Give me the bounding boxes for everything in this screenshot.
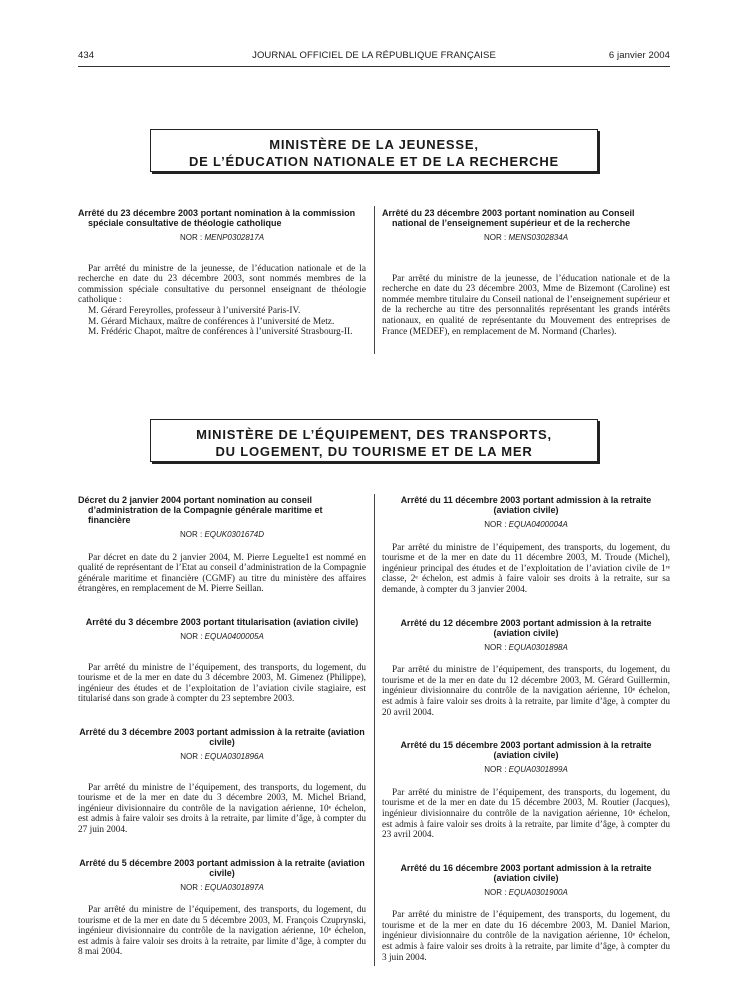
nor-reference [78, 530, 366, 541]
nor-reference [382, 643, 670, 654]
article-title: Décret du 2 janvier 2004 portant nomination au conseil d’administration de la Compagnie générale maritime et financière [78, 495, 323, 525]
nor-reference [78, 632, 366, 643]
page-number: 434 [78, 50, 95, 61]
journal-title: JOURNAL OFFICIEL DE LA RÉPUBLIQUE FRANÇAISE [252, 50, 496, 61]
article-paragraph: Par arrêté du ministre de l’équipement, des transports, du logement, du tourisme et de la mer en date du 5 décembre 2003, M. François Czuprynski, ingénieur divisionnaire du contrôle de la navigation aérienne, 10ᵉ échelon, est admis à faire valoir ses droits à la retraite, par limite d’âge, à compter du 8 mai 2004. [78, 905, 366, 958]
nor-code: EQUA0301898A [508, 642, 568, 652]
page-header [78, 50, 670, 64]
article [78, 858, 366, 959]
nor-reference [382, 233, 670, 244]
nor-label: NOR : [484, 887, 507, 897]
nor-code: EQUA0301899A [508, 765, 568, 775]
article-title: Arrêté du 3 décembre 2003 portant titularisation (aviation civile) [85, 616, 359, 627]
article-title: Arrêté du 12 décembre 2003 portant admission à la retraite (aviation civile) [400, 617, 652, 638]
article-paragraph: Par arrêté du ministre de l’équipement, des transports, du logement, du tourisme et de la mer en date du 3 décembre 2003, M. Gimenez (Philippe), ingénieur des études et de l’exploitation de l’aviation civile stagiaire, est titularisé dans son grade à compter du 23 septembre 2003. [78, 662, 366, 705]
article-paragraph: Par arrêté du ministre de la jeunesse, de l’éducation nationale et de la recherche en date du 23 décembre 2003, sont nommés membres de la commission spéciale consultative du personnel enseignant de théologie catholique : [78, 263, 366, 306]
right-column [382, 495, 670, 963]
nor-code: EQUK0301674D [204, 530, 265, 539]
header-rule [78, 66, 670, 67]
article [382, 208, 670, 337]
article [78, 617, 366, 705]
article-paragraph: Par arrêté du ministre de l’équipement, des transports, du logement, du tourisme et de la mer en date du 15 décembre 2003, M. Routier (Jacques), ingénieur divisionnaire du contrôle de la navigation aérienne, 10ᵉ échelon, est admis à faire valoir ses droits à la retraite, par limite d’âge, à compter du 23 avril 2004. [382, 787, 670, 841]
column-divider [374, 494, 375, 966]
nor-code: EQUA0301896A [204, 751, 264, 761]
article-paragraph: Par arrêté du ministre de l’équipement, des transports, du logement, du tourisme et de la mer en date du 3 décembre 2003, M. Michel Briand, ingénieur divisionnaire du contrôle de la navigation aérienne, 10ᵉ échelon, est admis à faire valoir ses droits à la retraite, par limite d’âge, à compter du 27 juin 2004. [78, 782, 366, 835]
article-title: Arrêté du 5 décembre 2003 portant admission à la retraite (aviation civile) [79, 857, 365, 878]
article-paragraph: Par arrêté du ministre de l’équipement, des transports, du logement, du tourisme et de la mer en date du 16 décembre 2003, M. Daniel Marion, ingénieur divisionnaire du contrôle de la navigation aérienne, 10ᵉ échelon, est admis à faire valoir ses droits à la retraite, par limite d’âge, à compter du 3 juin 2004. [382, 910, 670, 963]
nor-label: NOR : [484, 520, 507, 529]
nor-label: NOR : [179, 233, 203, 242]
article-paragraph: Par arrêté du ministre de l’équipement, des transports, du logement, du tourisme et de la mer en date du 11 décembre 2003, M. Troude (Michel), ingénieur principal des études et de l’exploitation de l’aviation civile de 1ʳᵉ classe, 2ᵉ échelon, est admis à faire valoir ses droits à la retraite, sur sa demande, à compter du 3 janvier 2004. [382, 542, 670, 595]
nor-label: NOR : [180, 882, 203, 892]
article-title: Arrêté du 23 décembre 2003 portant nomination à la commission spéciale consultative de théologie catholique [78, 208, 356, 228]
article-paragraph: M. Gérard Michaux, maître de conférences à l’université de Metz. [88, 316, 335, 327]
ministry-heading-line: DU LOGEMENT, DU TOURISME ET DE LA MER [215, 444, 533, 459]
article-paragraph: Par arrêté du ministre de l’équipement, des transports, du logement, du tourisme et de la mer en date du 12 décembre 2003, M. Gérard Guillermin, ingénieur divisionnaire du contrôle de la navigation aérienne, 10ᵉ échelon, est admis à faire valoir ses droits à la retraite, par limite d’âge, à compter du 20 avril 2004. [382, 665, 670, 718]
nor-reference [78, 233, 366, 244]
article-title: Arrêté du 16 décembre 2003 portant admission à la retraite (aviation civile) [400, 862, 652, 883]
article-paragraph: M. Gérard Fereyrolles, professeur à l’université Paris-IV. [88, 305, 301, 316]
article-title: Arrêté du 3 décembre 2003 portant admission à la retraite (aviation civile) [79, 726, 365, 747]
nor-code: EQUA0400004A [508, 520, 568, 529]
nor-code: MENP0302817A [204, 233, 265, 242]
article-title: Arrêté du 15 décembre 2003 portant admission à la retraite (aviation civile) [400, 740, 652, 761]
nor-label: NOR : [483, 233, 507, 242]
nor-reference [382, 765, 670, 776]
nor-reference [382, 888, 670, 899]
ministry-heading-equipment [150, 419, 598, 462]
nor-reference [78, 883, 366, 894]
article-paragraph: M. Frédéric Chapot, maître de conférences à l’université Strasbourg-II. [88, 327, 353, 338]
article [78, 208, 366, 338]
article [382, 740, 670, 841]
nor-code: EQUA0301900A [508, 887, 568, 897]
article [382, 863, 670, 964]
article [382, 495, 670, 596]
nor-label: NOR : [484, 765, 507, 775]
ministry-heading-line: MINISTÈRE DE L’ÉQUIPEMENT, DES TRANSPORTS, [196, 427, 552, 442]
nor-label: NOR : [180, 631, 203, 641]
nor-code: EQUA0301897A [204, 882, 264, 892]
article-paragraph: Par arrêté du ministre de la jeunesse, de l’éducation nationale et de la recherche en date du 23 décembre 2003, Mme de Bizemont (Caroline) est nommée membre titulaire du Conseil national de l’enseignement supérieur et de la recherche au titre des personnalités représentant les grands intérêts nationaux, en qualité de représentante du Mouvement des entreprises de France (MEDEF), en remplacement de M. Normand (Charles). [382, 273, 670, 337]
article [382, 618, 670, 719]
ministry-heading-line: MINISTÈRE DE LA JEUNESSE, [269, 137, 479, 152]
nor-label: NOR : [484, 642, 507, 652]
ministry-heading-line: DE L’ÉDUCATION NATIONALE ET DE LA RECHERCHE [188, 154, 559, 169]
column-divider [374, 206, 375, 354]
nor-reference [382, 520, 670, 531]
article-paragraph: Par décret en date du 2 janvier 2004, M. Pierre Leguelte1 est nommé en qualité de représentant de l’Etat au conseil d’administration de la Compagnie générale maritime et financière (CGMF) au titre du ministère des affaires étrangères, en remplacement de M. Pierre Seillan. [78, 552, 366, 595]
article-title: Arrêté du 11 décembre 2003 portant admission à la retraite (aviation civile) [400, 495, 652, 515]
article [78, 727, 366, 836]
nor-reference [78, 752, 366, 763]
nor-code: EQUA0400005A [204, 631, 264, 641]
nor-code: MENS0302834A [508, 233, 569, 242]
article-title: Arrêté du 23 décembre 2003 portant nomination au Conseil national de l’enseignement supérieur et de la recherche [382, 208, 635, 228]
nor-label: NOR : [180, 751, 203, 761]
publication-date: 6 janvier 2004 [608, 50, 670, 61]
article [78, 495, 366, 595]
nor-label: NOR : [179, 530, 203, 539]
left-column [78, 495, 366, 958]
ministry-heading-education [150, 129, 598, 172]
